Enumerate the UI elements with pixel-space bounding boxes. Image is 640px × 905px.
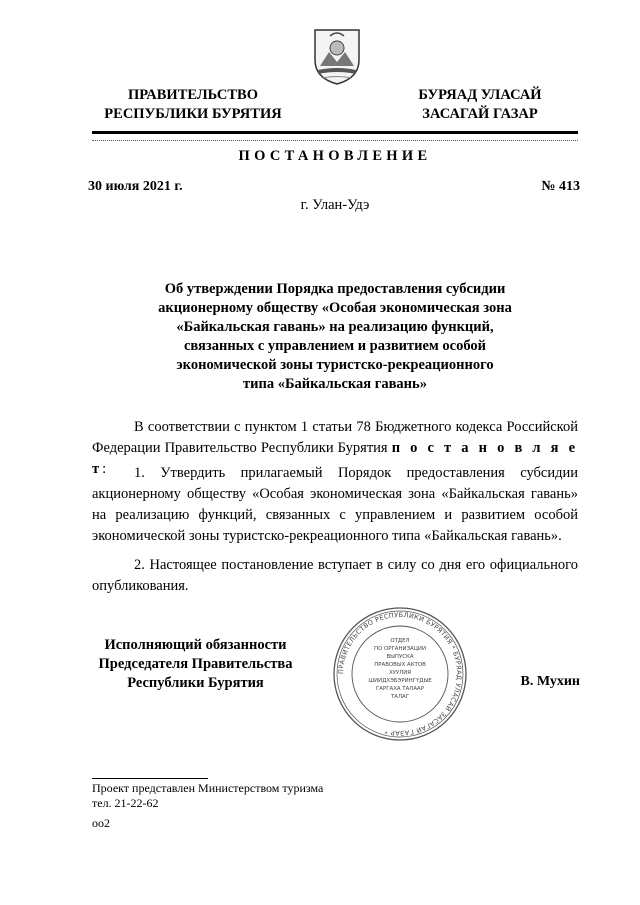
doc-subject <box>92 280 578 394</box>
stamp-center-line: ГАРГАХА ТАЛААР <box>376 686 424 692</box>
signature-line2: Председателя Правительства <box>98 656 293 672</box>
stamp-center-line: ХУУЛИЯ <box>388 670 412 676</box>
signature-position <box>88 636 303 693</box>
doc-number: № 413 <box>541 179 580 194</box>
header-left-line1: ПРАВИТЕЛЬСТВО <box>128 87 258 103</box>
footer-note <box>92 781 412 811</box>
preamble-verb: п о с т а н о в л я е т <box>92 440 579 477</box>
header-divider-dotted <box>92 140 578 141</box>
stamp-center-line: ШИИДХЭБЭРИНГҮДЫЕ <box>368 678 432 684</box>
preamble-end: : <box>102 461 107 477</box>
footer-code: оо2 <box>92 816 110 830</box>
signature-line1: Исполняющий обязанности <box>104 637 287 653</box>
header-right-line2: ЗАСАГАЙ ГАЗАР <box>422 106 538 122</box>
subject-line: связанных с управлением и развитием особой <box>183 338 487 354</box>
item-2-paragraph <box>92 555 578 597</box>
official-stamp <box>330 604 470 744</box>
coat-of-arms-icon <box>312 26 362 86</box>
footer-divider <box>92 778 208 779</box>
footer-line2: тел. 21-22-62 <box>92 796 159 810</box>
header-right-line1: БУРЯАД УЛАСАЙ <box>418 87 542 103</box>
subject-line: Об утверждении Порядка предоставления субсидии <box>164 281 506 297</box>
header-right <box>375 86 585 124</box>
stamp-center-line: ОТДЕЛ <box>390 638 410 644</box>
item-1-text: 1. Утвердить прилагаемый Порядок предоставления субсидии акционерному обществу «Особая экономическая зона «Байкальская гавань» на реализацию функций, связанных с управлением и развитием особой экономической зоны туристско-рекреационного типа «Байкальская гавань». <box>92 465 578 544</box>
header-left <box>88 86 298 124</box>
signatory-name: В. Мухин <box>520 674 580 689</box>
header-divider-thick <box>92 131 578 134</box>
doc-city: г. Улан-Удэ <box>300 197 370 213</box>
stamp-center-line: ТАЛАГ <box>390 694 410 700</box>
item-2-text: 2. Настоящее постановление вступает в силу со дня его официального опубликования. <box>92 557 578 594</box>
doc-title: ПОСТАНОВЛЕНИЕ <box>238 148 432 164</box>
item-1-paragraph <box>92 463 578 547</box>
subject-line: акционерному обществу «Особая экономическая зона <box>158 300 512 316</box>
doc-date: 30 июля 2021 г. <box>88 179 183 194</box>
signature-line3: Республики Бурятия <box>127 675 264 691</box>
preamble-text: В соответствии с пунктом 1 статьи 78 Бюджетного кодекса Российской Федерации Правительство Республики Бурятия <box>92 419 578 456</box>
subject-line: «Байкальская гавань» на реализацию функций, <box>176 319 494 335</box>
stamp-center-line: ПРАВОВЫХ АКТОВ <box>374 662 426 668</box>
stamp-ring-text: ПРАВИТЕЛЬСТВО РЕСПУБЛИКИ БУРЯТИЯ * БУРЯАД УЛАСАЙ ЗАСАГАЙ ГАЗАР * <box>336 610 464 738</box>
subject-line: экономической зоны туристско-рекреационного <box>176 357 494 373</box>
header-left-line2: РЕСПУБЛИКИ БУРЯТИЯ <box>104 106 282 122</box>
subject-line: типа «Байкальская гавань» <box>243 376 427 392</box>
stamp-center-line: ВЫПУСКА <box>386 654 414 660</box>
stamp-center-line: ПО ОРГАНИЗАЦИИ <box>374 646 426 652</box>
footer-line1: Проект представлен Министерством туризма <box>92 781 324 795</box>
